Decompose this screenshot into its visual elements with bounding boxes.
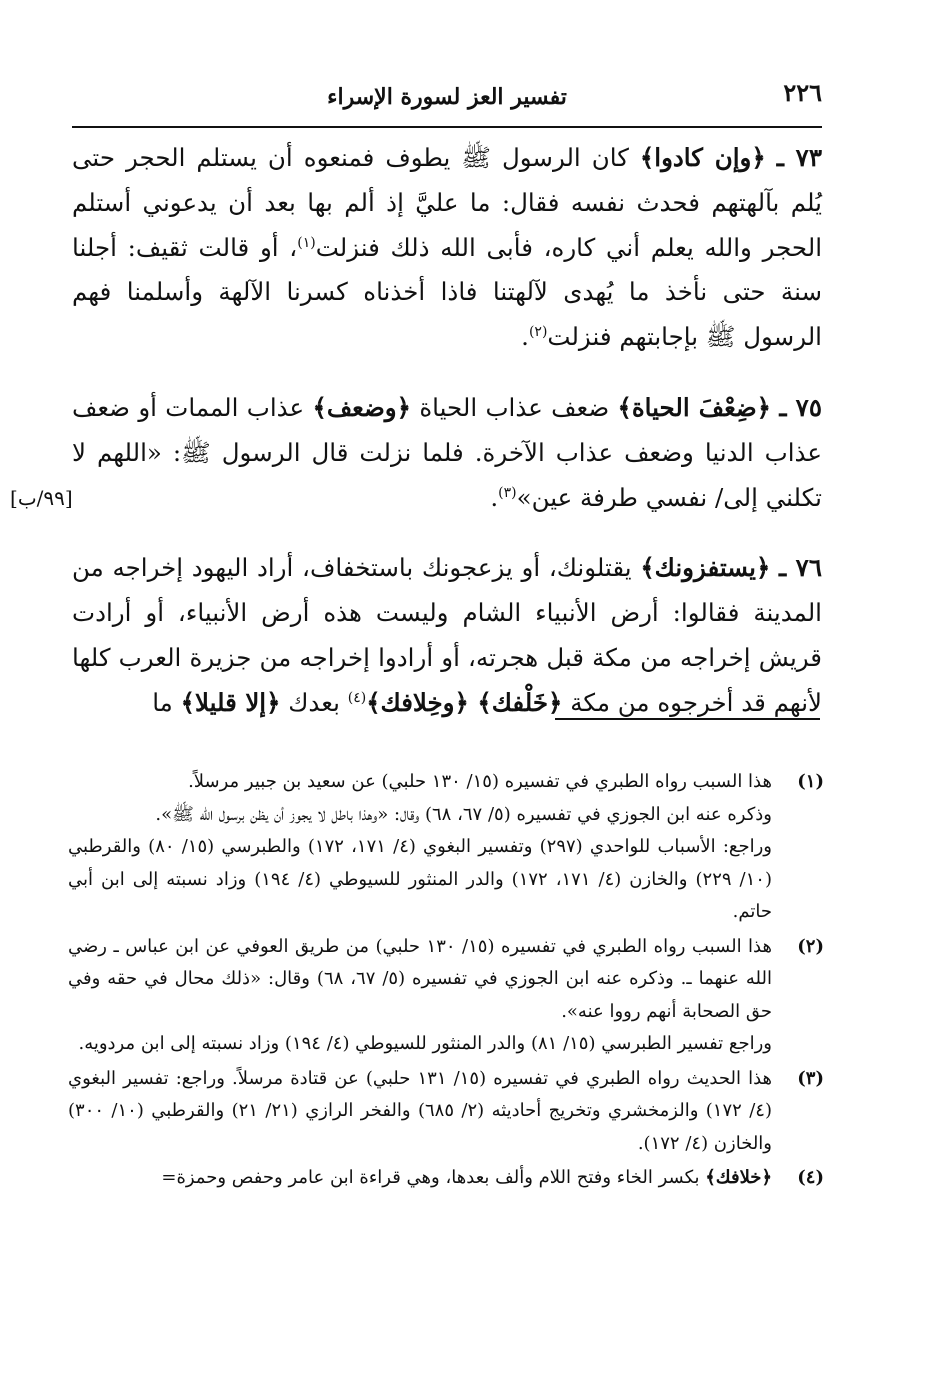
paragraph-text: بعدك: [280, 687, 348, 717]
manuscript-folio-note: [٩٩/ب]: [10, 485, 73, 510]
header-rule: [72, 126, 822, 128]
footnote-4: [68, 1162, 824, 1195]
main-text: [10, 136, 822, 752]
paragraph-text: يقتلونك، أو يزعجونك باستخفاف، أراد اليهود إخراجه من المدينة فقالوا: أرض الأنبياء الشام وليست هذه أرض الأنبياء، أو أرادت قريش إخراجه من مكة قبل هجرته، أو أرادوا إخراجه من جزيرة العرب كلها لأنهم قد أخرجوه من مكة: [72, 553, 822, 717]
running-header: [72, 78, 822, 124]
footnotes: [68, 766, 824, 1197]
footnote-number: (٢): [797, 935, 824, 957]
paragraph-end: .: [490, 482, 499, 512]
footnote-line: وراجع تفسير الطبرسي (١٥/ ٨١) والدر المنثور للسيوطي (٤/ ١٩٤) وزاد نسبته إلى ابن مردويه.: [78, 1033, 772, 1054]
paragraph-end: .: [521, 322, 529, 352]
paragraph-text: ، أو قالت ثقيف: أجلنا سنة حتى نأخذ ما يُهدى لآلهتنا فاذا أخذناه كسرنا الآلهة وأسلمنا فهم الرسول ﷺ بإجابتهم فنزلت: [72, 232, 822, 352]
footnote-ref: (٣): [498, 484, 517, 501]
running-title: تفسير العز لسورة الإسراء: [327, 84, 567, 110]
footnote-1: [68, 766, 824, 929]
footnote-line: وراجع: الأسباب للواحدي (٢٩٧) وتفسير البغوي (٤/ ١٧١، ١٧٢) والطبرسي (١٥/ ٨٠) والقرطبي (١٠/ ٢٢٩) والخازن (٤/ ١٧١، ١٧٢) والدر المنثور للسيوطي (٤/ ١٩٤) وزاد نسبته إلى ابن أبي حاتم.: [68, 836, 772, 922]
quran-quote: ﴿يستفزونك﴾: [640, 553, 771, 583]
paragraph-73: [72, 136, 822, 360]
paragraph-text: ضعف عذاب الحياة: [411, 392, 618, 422]
footnote-3: [68, 1063, 824, 1161]
paragraph-text: ما: [152, 687, 181, 717]
footnote-ref: (٢): [528, 324, 548, 341]
footnote-text: بكسر الخاء وفتح اللام وألف بعدها، وهي قراءة ابن عامر وحفص وحمزة=: [161, 1167, 706, 1188]
quran-quote: ﴿ضِعْفَ الحياة﴾: [617, 392, 772, 422]
page-number: ٢٢٦: [783, 78, 822, 107]
quran-quote: ﴿إلا قليلا﴾: [180, 687, 281, 717]
quran-quote: ﴿وضعف﴾: [312, 392, 411, 422]
footnote-line: [68, 1162, 772, 1195]
quran-quote: ﴿وخِلافك﴾: [366, 687, 478, 717]
paragraph-text: كان الرسول ﷺ يطوف فمنعوه أن يستلم الحجر حتى يُلم بآلهتهم فحدث نفسه فقال: ما عليَّ إذ ألم بها بعد أن يدعوني أستلم الحجر والله يعلم أني كاره، فأبى الله ذلك فنزلت: [72, 143, 822, 262]
verse-number: ٧٥ ـ: [779, 392, 822, 422]
footnote-line: هذا السبب رواه الطبري في تفسيره (١٥/ ١٣٠ حلبي) عن سعيد بن جبير مرسلاً.: [188, 771, 772, 792]
footnote-ref: (٤): [347, 689, 367, 706]
quran-quote: ﴿خلافك﴾: [705, 1167, 772, 1188]
paragraph-75: [10, 386, 822, 520]
footnote-separator: [555, 718, 820, 720]
verse-number: ٧٣ ـ: [776, 143, 822, 172]
footnote-line: هذا السبب رواه الطبري في تفسيره (١٥/ ١٣٠ حلبي) من طريق العوفي عن ابن عباس ـ رضي الله عنهما ـ. وذكره عنه ابن الجوزي في تفسيره (٥/ ٦٧، ٦٨) وقال: «ذلك محال في حقه وفي حق الصحابة أنهم رووا عنه».: [68, 935, 773, 1022]
footnote-ref: (١): [297, 234, 316, 251]
footnote-2: [68, 931, 824, 1061]
footnote-number: (٣): [797, 1067, 824, 1089]
paragraph-76: [72, 546, 822, 725]
footnote-line: هذا الحديث رواه الطبري في تفسيره (١٥/ ١٣١ حلبي) عن قتادة مرسلاً. وراجع: تفسير البغوي (٤/ ١٧٢) والزمخشري وتخريج أحاديثه (٢/ ٦٨٥) والفخر الرازي (٢١/ ٢١) والقرطبي (١٠/ ٣٠٠) والخازن (٤/ ١٧٢).: [68, 1067, 773, 1154]
footnote-line: وذكره عنه ابن الجوزي في تفسيره (٥/ ٦٧، ٦٨) وقال: «وهذا باطل لا يجوز أن يظن برسول الله ﷺ».: [155, 803, 772, 825]
verse-number: ٧٦ ـ: [779, 553, 822, 583]
footnote-number: (٤): [797, 1167, 824, 1188]
quran-quote: ﴿وإن كادوا﴾: [639, 143, 766, 172]
paragraph-text: عذاب الممات أو ضعف عذاب الدنيا وضعف عذاب الآخرة. فلما نزلت قال الرسول ﷺ: «اللهم لا تكلني إلى/ نفسي طرفة عين»: [72, 392, 822, 512]
quran-quote: ﴿خَلْفك﴾: [477, 687, 563, 717]
footnote-number: (١): [797, 771, 824, 792]
